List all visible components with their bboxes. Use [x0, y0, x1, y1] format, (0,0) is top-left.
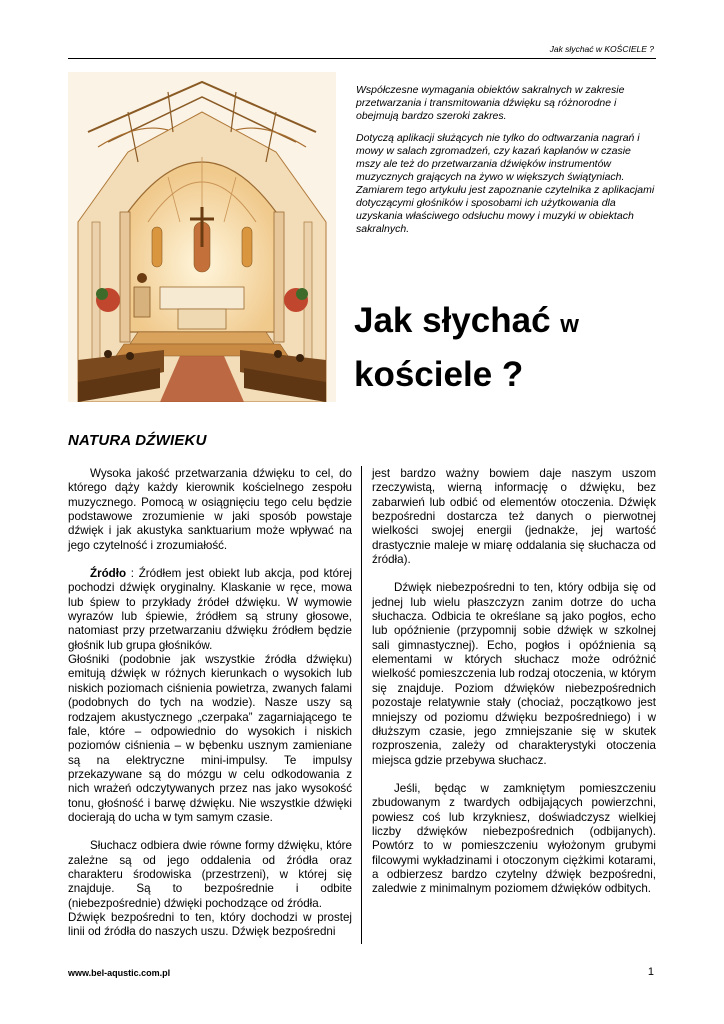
intro-paragraph: Współczesne wymagania obiektów sakralnych w zakresie przetwarzania i transmitowania dźwięku są różnorodne i obejmują bardzo szeroki zakres.	[356, 84, 625, 122]
body-paragraph: Dźwięk bezpośredni to ten, który dochodzi w prostej linii od źródła do naszych uszu. Dźwięk bezpośredni	[68, 910, 352, 939]
body-paragraph: Wysoka jakość przetwarzania dźwięku to cel, do którego dąży każdy kierownik kościelnego zespołu muzycznego. Pomocą w osiągnięciu tego celu będzie podstawowe zrozumienie w jaki sposób powstaje dźwięk i jak akustyka sanktuarium może wpływać na jego czytelność i zrozumiałość.	[68, 467, 352, 552]
right-column	[372, 467, 656, 897]
footer-url: www.bel-aqustic.com.pl	[68, 968, 171, 978]
body-paragraph: Jeśli, będąc w zamkniętym pomieszczeniu zbudowanym z twardych odbijających powierzchni, powiesz coś lub krzykniesz, doświadczysz wielkiej liczby dźwięków niebezpośrednich (odbijanych). Powtórz to w pomieszczeniu wyłożonym grubymi filcowymi wykładzinami i otoczonym ciężkimi kotarami, a odbierzesz bardzo czytelny dźwięk bezpośredni, zaledwie z minimalnym poziomem dźwięków odbitych.	[372, 781, 656, 896]
term-text: : Źródłem jest obiekt lub akcja, pod której pochodzi dźwięk oryginalny. Klaskanie w ręce, mowa lub śpiew to przykłady źródeł dźwięku. W wymowie wyrazów lub śpiewie, źródłem są struny głosowe, natomiast przy przetwarzaniu dźwięku źródłem będzie głośnik lub grupa głośników.	[68, 567, 352, 652]
title-part: w	[560, 311, 579, 338]
body-paragraph: Dźwięk niebezpośredni to ten, który odbija się od jednej lub wielu płaszczyzn zanim dotrze do ucha słuchacza. Odbicia te określane są jako pogłos, echo lub opóźnienie (przypomnij sobie dźwięk w szkolnej sali gimnastycznej). Echo, pogłos i opóźnienia są elementami w których słuchacz może odróżnić wielkość pomieszczenia lub rodzaj otoczenia, w którym się znajduje. Poziom dźwięków niebezpośrednich pozostaje relatywnie stały (chociaż, początkowo jest mniejszy od poziomu dźwięku bezpośredniego) i w dłuższym czasie, jego zmniejszanie się w skutek rozproszenia, zależy od charakterystyki otoczenia miejsca gdzie przebywa słuchacz.	[372, 581, 656, 767]
title-part: Jak słychać	[354, 301, 551, 340]
body-paragraph: jest bardzo ważny bowiem daje naszym uszom rzeczywistą, wierną informację o dźwięku, bez zabarwień lub odbić od elementów otoczenia. Dźwięk bezpośredni dostarcza też danych o pierwotnej wielkości swojej energii (jednakże, jej wartość drastycznie maleje w miarę oddalania się słuchacza od źródła).	[372, 467, 656, 567]
intro-paragraph: Dotyczą aplikacji służących nie tylko do odtwarzania nagrań i mowy w salach zgromadzeń, czy kazań kapłanów w czasie mszy ale też do przetwarzania dźwięków instrumentów muzycznych grających na żywo w większych świątyniach. Zamiarem tego artykułu jest zapoznanie czytelnika z aplikacjami dotyczącymi głośników i sposobami ich użytkowania dla uzyskania właściwego odsłuchu mowy i muzyki w obiektach sakralnych.	[356, 132, 655, 235]
header-divider	[68, 58, 656, 59]
intro-text	[356, 84, 656, 245]
page-title	[354, 296, 684, 400]
running-header: Jak słychać w KOŚCIELE ?	[549, 44, 654, 54]
title-part: kościele ?	[354, 355, 524, 394]
section-heading: NATURA DŹWIEKU	[68, 432, 207, 449]
church-interior-sketch-icon	[68, 72, 336, 402]
column-divider	[361, 466, 362, 944]
page-number: 1	[647, 966, 654, 978]
body-paragraph: Głośniki (podobnie jak wszystkie źródła dźwięku) emitują dźwięk w różnych kierunkach o wysokich lub niskich poziomach ciśnienia powietrza, zwanych falami (podobnych do tych na wodzie). Nasze uszy są rodzajem akustycznego „czerpaka” zagarniającego te fale, które – odpowiednio do wysokich i niskich poziomów ciśnienia – w bębenku usznym zamieniane są na elektryczne mini-impulsy. Te impulsy przekazywane są do mózgu w celu odkodowania z nich wrażeń odczytywanych przez nas jako wysokość tonu, głośność i barwę dźwięku. Nie wszystkie dźwięki docierają do ucha w tym samym czasie.	[68, 653, 352, 824]
body-paragraph: Słuchacz odbiera dwie równe formy dźwięku, które zależne są od jego oddalenia od źródła oraz charakteru środowiska (przestrzeni), w której się znajduje. Są to bezpośrednie i odbite (niebezpośrednie) dźwięki pochodzące od źródła.	[68, 839, 352, 910]
term-label: Źródło	[90, 567, 127, 581]
left-column	[68, 467, 352, 940]
body-paragraph	[68, 567, 352, 653]
